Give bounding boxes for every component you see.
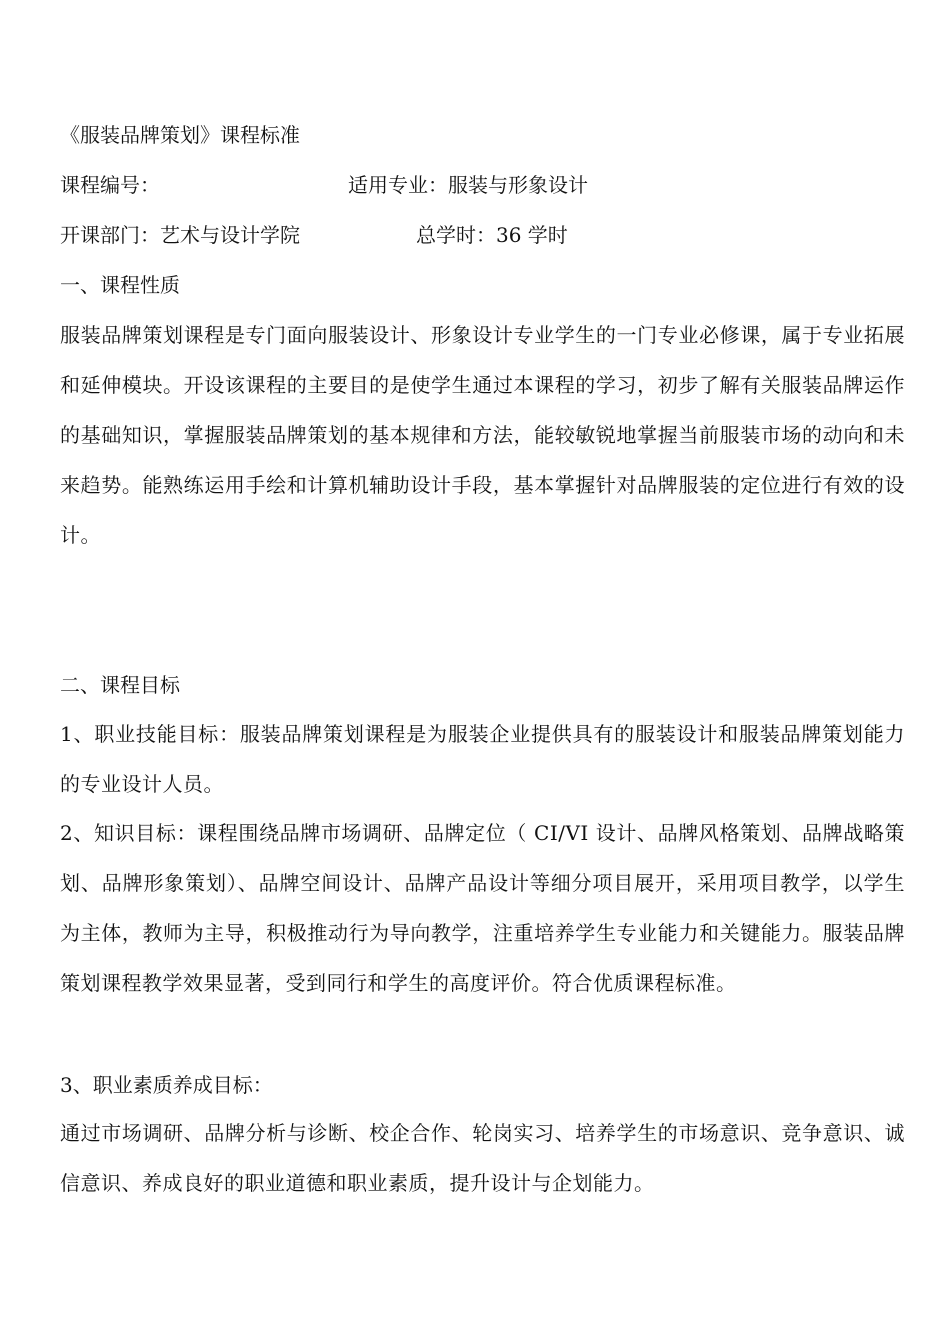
section2-heading: 二、课程目标 [60, 673, 180, 697]
meta-row-2 [60, 221, 905, 249]
meta-row-1 [60, 171, 905, 199]
major-label: 适用专业：服装与形象设计 [348, 173, 588, 197]
document-title: 《服装品牌策划》课程标准 [60, 123, 300, 147]
section1-body: 服装品牌策划课程是专门面向服装设计、形象设计专业学生的一门专业必修课，属于专业拓展和延伸模块。开设该课程的主要目的是使学生通过本课程的学习，初步了解有关服装品牌运作的基础知识，掌握服装品牌策划的基本规律和方法，能较敏锐地掌握当前服装市场的动向和未来趋势。能熟练运用手绘和计算机辅助设计手段，基本掌握针对品牌服装的定位进行有效的设计。 [60, 323, 905, 547]
section2-item1: 1、职业技能目标：服装品牌策划课程是为服装企业提供具有的服装设计和服装品牌策划能力的专业设计人员。 [60, 722, 905, 796]
department-label: 开课部门：艺术与设计学院 [60, 223, 300, 247]
section2-item2: 2、知识目标：课程围绕品牌市场调研、品牌定位（ CI/VI 设计、品牌风格策划、品牌战略策划、品牌形象策划）、品牌空间设计、品牌产品设计等细分项目展开，采用项目教学，以学生为主体，教师为主导，积极推动行为导向教学，注重培养学生专业能力和关键能力。服装品牌策划课程教学效果显著，受到同行和学生的高度评价。符合优质课程标准。 [60, 821, 905, 995]
hours-label: 总学时：36 学时 [416, 223, 568, 247]
course-code-label: 课程编号： [60, 173, 160, 197]
section2-item3-body: 通过市场调研、品牌分析与诊断、校企合作、轮岗实习、培养学生的市场意识、竞争意识、诚信意识、养成良好的职业道德和职业素质，提升设计与企划能力。 [60, 1121, 905, 1195]
section2-item3-heading: 3、职业素质养成目标： [60, 1073, 273, 1097]
document-page [60, 0, 905, 1344]
section1-heading: 一、课程性质 [60, 273, 180, 297]
